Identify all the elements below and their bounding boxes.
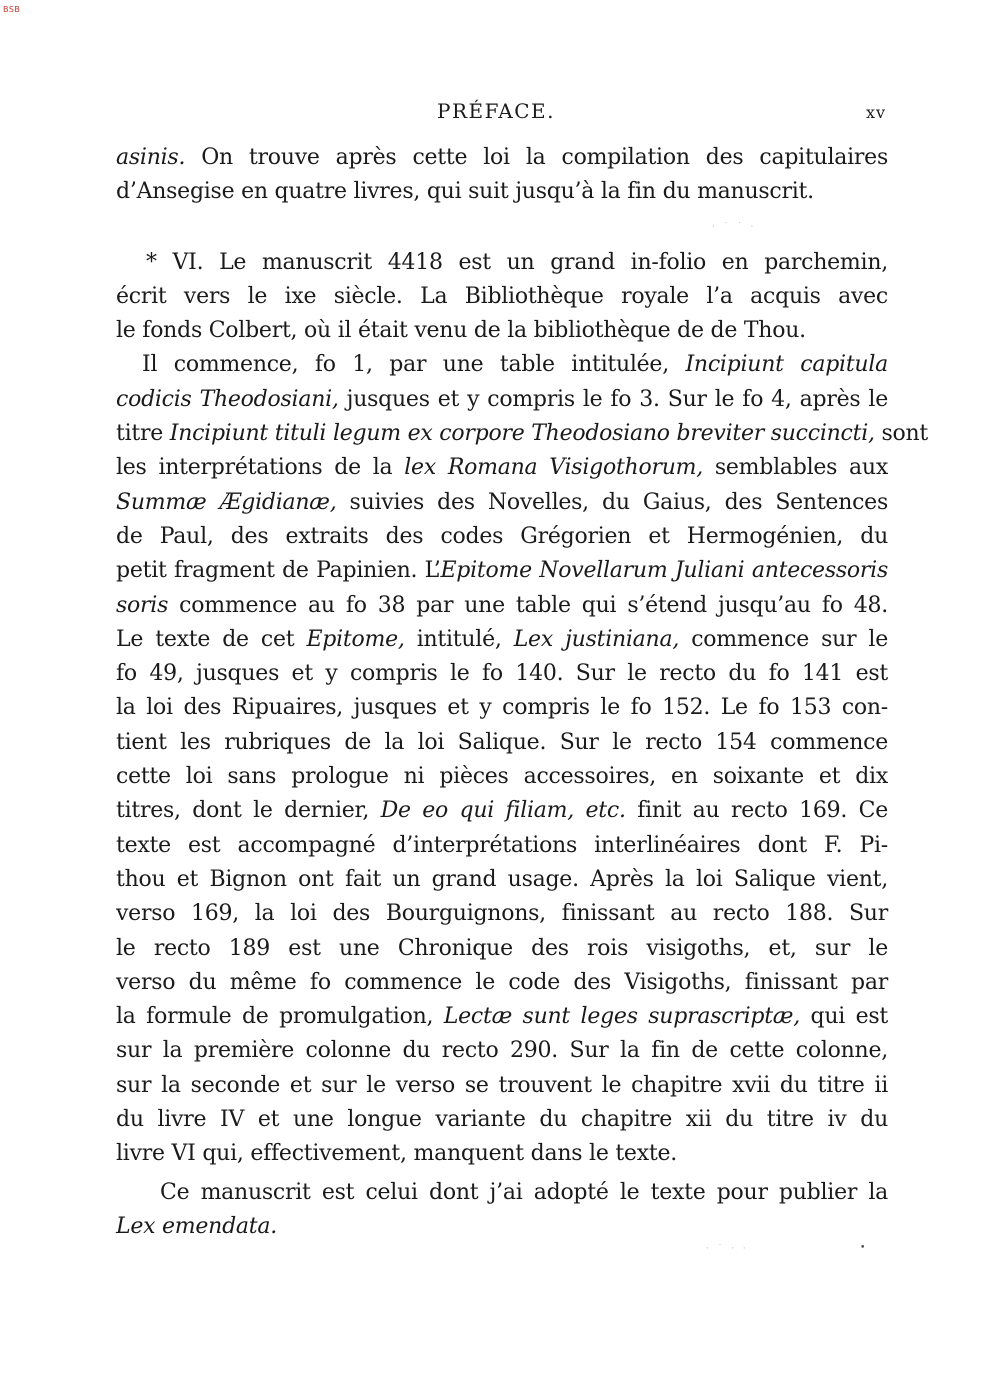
text-line: * VI. Le manuscrit 4418 est un grand in-folio en parchemin,: [146, 249, 888, 275]
text-line: verso 169, la loi des Bourguignons, finissant au recto 188. Sur: [116, 901, 888, 927]
text-line: Il commence, fo 1, par une table intitulée, Incipiunt capitula: [142, 352, 888, 378]
text-line: Lex emendata.: [116, 1213, 277, 1239]
running-head: [0, 99, 1000, 129]
text-line: les interprétations de la lex Romana Visigothorum, semblables aux: [116, 455, 888, 481]
text-line: de Paul, des extraits des codes Grégorien et Hermogénien, du: [116, 523, 888, 549]
text-line: la loi des Ripuaires, jusques et y compris le fo 152. Le fo 153 con-: [116, 695, 888, 721]
body-text: [116, 141, 929, 1244]
scan-speckle: · ˙ · ·: [706, 1244, 749, 1254]
text-line: soris commence au fo 38 par une table qui s’étend jusqu’au fo 48.: [116, 592, 888, 618]
text-line: petit fragment de Papinien. L’Epitome Novellarum Juliani antecessoris: [116, 558, 888, 584]
text-line: livre VI qui, effectivement, manquent dans le texte.: [116, 1141, 677, 1167]
text-line: Le texte de cet Epitome, intitulé, Lex justiniana, commence sur le: [116, 626, 888, 652]
text-line: tient les rubriques de la loi Salique. Sur le recto 154 commence: [116, 729, 888, 755]
page-title: PRÉFACE.: [437, 99, 555, 123]
scan-speckle: · ˙ ˙ ·: [712, 222, 757, 232]
text-line: asinis. On trouve après cette loi la compilation des capitulaires: [116, 145, 888, 170]
library-mark: BSB: [3, 5, 21, 14]
scan-speckle: •: [860, 1243, 869, 1253]
text-line: cette loi sans prologue ni pièces accessoires, en soixante et dix: [116, 764, 888, 790]
text-line: le fonds Colbert, où il était venu de la bibliothèque de de Thou.: [116, 318, 806, 344]
text-line: écrit vers le ixe siècle. La Bibliothèque royale l’a acquis avec: [116, 283, 888, 309]
text-line: d’Ansegise en quatre livres, qui suit jusqu’à la fin du manuscrit.: [116, 179, 814, 205]
text-line: Summæ Ægidianæ, suivies des Novelles, du Gaius, des Sentences: [116, 489, 888, 515]
page-number: xv: [866, 103, 887, 122]
text-line: thou et Bignon ont fait un grand usage. Après la loi Salique vient,: [116, 866, 888, 892]
text-line: le recto 189 est une Chronique des rois visigoths, et, sur le: [116, 935, 888, 961]
text-line: sur la seconde et sur le verso se trouvent le chapitre xvii du titre ii: [116, 1072, 888, 1098]
text-line: codicis Theodosiani, jusques et y compris le fo 3. Sur le fo 4, après le: [116, 386, 888, 412]
text-line: verso du même fo commence le code des Visigoths, finissant par: [116, 969, 888, 995]
text-line: texte est accompagné d’interprétations interlinéaires dont F. Pi-: [116, 832, 888, 858]
text-line: sur la première colonne du recto 290. Sur la fin de cette colonne,: [116, 1038, 888, 1064]
text-line: titres, dont le dernier, De eo qui filiam, etc. finit au recto 169. Ce: [116, 798, 888, 824]
text-line: la formule de promulgation, Lectæ sunt leges suprascriptæ, qui est: [116, 1004, 888, 1030]
text-line: titre Incipiunt tituli legum ex corpore Theodosiano breviter succincti, sont: [116, 421, 929, 447]
text-line: fo 49, jusques et y compris le fo 140. Sur le recto du fo 141 est: [116, 661, 888, 687]
text-line: Ce manuscrit est celui dont j’ai adopté le texte pour publier la: [160, 1179, 888, 1205]
text-line: du livre IV et une longue variante du chapitre xii du titre iv du: [116, 1107, 888, 1133]
